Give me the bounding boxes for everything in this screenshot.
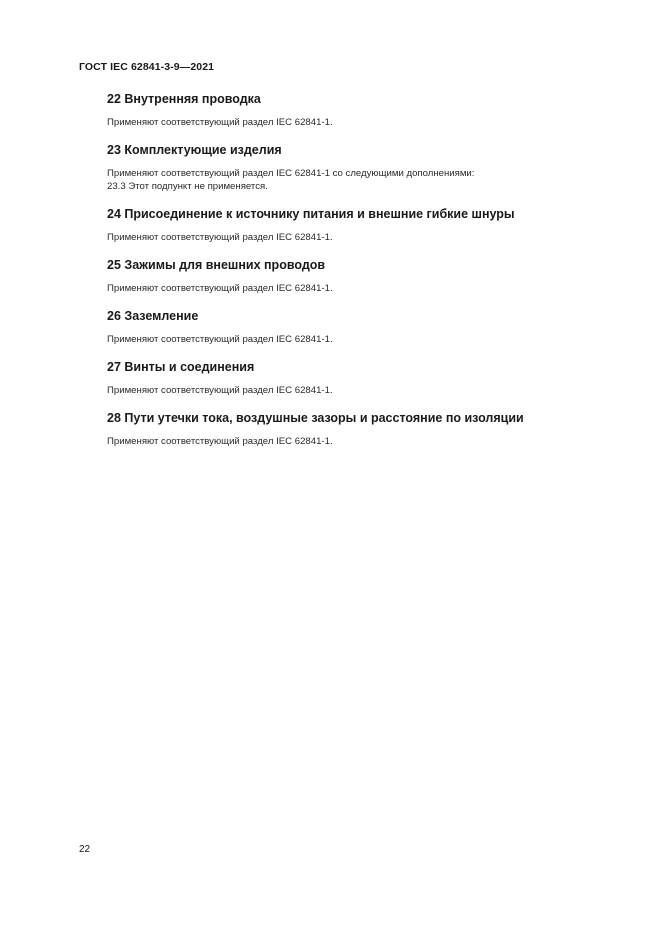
section-heading: 22 Внутренняя проводка <box>107 92 261 106</box>
section-heading: 25 Зажимы для внешних проводов <box>107 258 326 272</box>
section-heading: 23 Комплектующие изделия <box>107 143 282 157</box>
section-heading: 24 Присоединение к источнику питания и внешние гибкие шнуры <box>107 207 515 221</box>
document-code-header: ГОСТ IEC 62841-3-9—2021 <box>79 61 215 73</box>
section-26 <box>107 308 577 346</box>
section-text: Применяют соответствующий раздел IEC 62841-1. <box>107 283 333 294</box>
section-heading: 26 Заземление <box>107 309 199 323</box>
section-23 <box>107 142 577 193</box>
section-27 <box>107 359 577 397</box>
section-25 <box>107 257 577 295</box>
section-28 <box>107 410 577 448</box>
section-22 <box>107 91 577 129</box>
section-text: Применяют соответствующий раздел IEC 62841-1. <box>107 117 333 128</box>
section-text: Применяют соответствующий раздел IEC 62841-1. <box>107 436 333 447</box>
document-body <box>107 91 577 461</box>
section-heading: 28 Пути утечки тока, воздушные зазоры и расстояние по изоляции <box>107 411 524 425</box>
section-text: 23.3 Этот подпункт не применяется. <box>107 181 268 192</box>
section-text: Применяют соответствующий раздел IEC 62841-1 со следующими дополнениями: <box>107 168 475 179</box>
section-24 <box>107 206 577 244</box>
page-number: 22 <box>79 844 91 855</box>
section-text: Применяют соответствующий раздел IEC 62841-1. <box>107 385 333 396</box>
section-heading: 27 Винты и соединения <box>107 360 255 374</box>
section-text: Применяют соответствующий раздел IEC 62841-1. <box>107 232 333 243</box>
section-text: Применяют соответствующий раздел IEC 62841-1. <box>107 334 333 345</box>
